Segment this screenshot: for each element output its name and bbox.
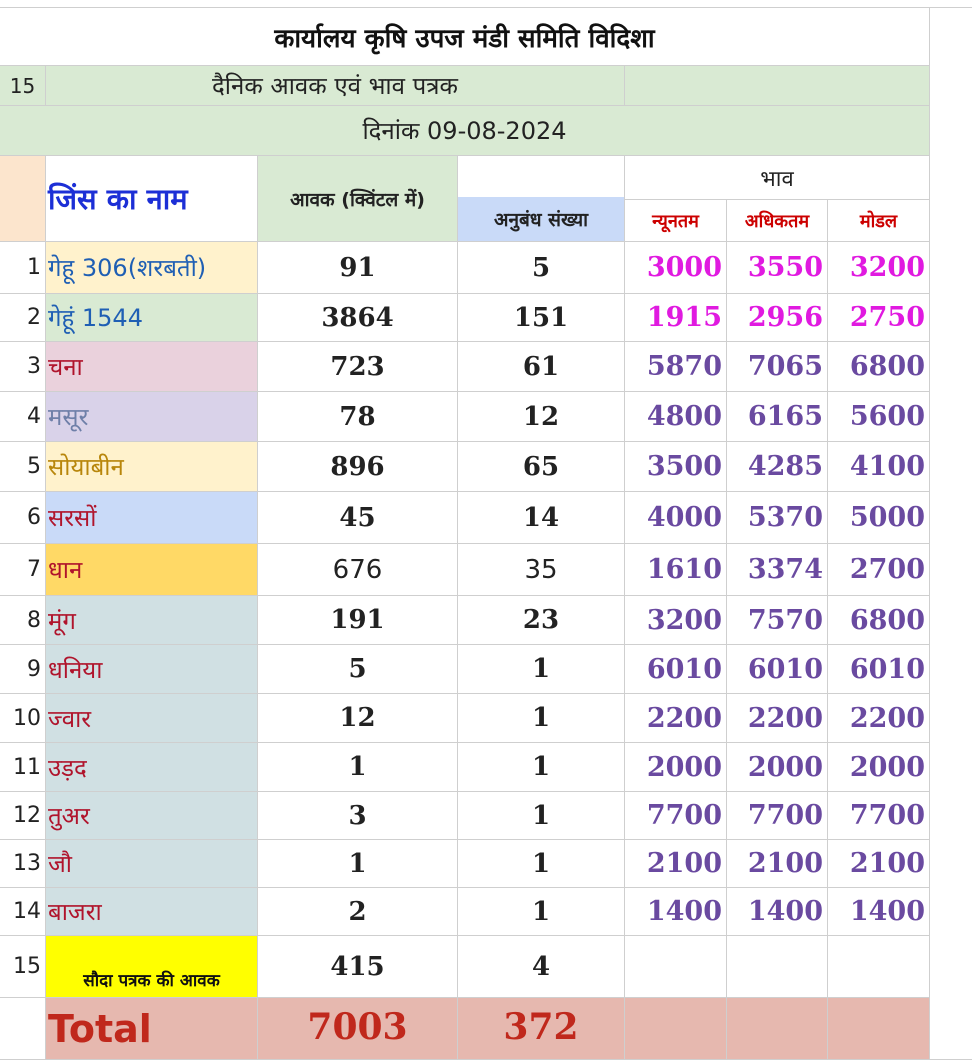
arrival-value: 3 xyxy=(258,792,458,840)
contracts-value: 61 xyxy=(458,342,625,392)
contracts-value: 12 xyxy=(458,392,625,442)
modal-price: 2700 xyxy=(828,544,930,596)
max-price: 7065 xyxy=(727,342,828,392)
min-price: 2000 xyxy=(625,743,727,792)
right-margin-strip xyxy=(930,8,972,1060)
contracts-value: 1 xyxy=(458,792,625,840)
modal-price: 7700 xyxy=(828,792,930,840)
contracts-value: 1 xyxy=(458,694,625,743)
header-max: अधिकतम xyxy=(727,200,828,242)
sheet-title: कार्यालय कृषि उपज मंडी समिति विदिशा xyxy=(0,8,930,66)
header-modal: मोडल xyxy=(828,200,930,242)
min-price: 1400 xyxy=(625,888,727,936)
subtitle-row-num: 15 xyxy=(0,66,46,106)
min-price: 7700 xyxy=(625,792,727,840)
row-number: 11 xyxy=(0,743,46,792)
row-number: 10 xyxy=(0,694,46,743)
arrival-value: 676 xyxy=(258,544,458,596)
subtitle-blank xyxy=(625,66,930,106)
commodity-name: सोयाबीन xyxy=(46,442,258,492)
min-price: 4800 xyxy=(625,392,727,442)
min-price: 6010 xyxy=(625,645,727,694)
row-number: 9 xyxy=(0,645,46,694)
modal-price: 1400 xyxy=(828,888,930,936)
header-commodity: जिंस का नाम xyxy=(46,156,258,242)
row-number: 7 xyxy=(0,544,46,596)
total-label: Total xyxy=(46,998,258,1060)
min-price: 5870 xyxy=(625,342,727,392)
subtitle: दैनिक आवक एवं भाव पत्रक xyxy=(46,66,625,106)
header-contracts-wrap xyxy=(458,156,625,242)
max-price: 2956 xyxy=(727,294,828,342)
date-line: दिनांक 09-08-2024 xyxy=(0,106,930,156)
row-number: 13 xyxy=(0,840,46,888)
max-price: 1400 xyxy=(727,888,828,936)
arrival-value: 78 xyxy=(258,392,458,442)
commodity-name: धान xyxy=(46,544,258,596)
commodity-name: चना xyxy=(46,342,258,392)
total-arrival: 7003 xyxy=(258,998,458,1060)
arrival-value: 896 xyxy=(258,442,458,492)
min-price: 2200 xyxy=(625,694,727,743)
modal-price: 3200 xyxy=(828,242,930,294)
arrival-value: 191 xyxy=(258,596,458,645)
arrival-value: 5 xyxy=(258,645,458,694)
arrival-value: 12 xyxy=(258,694,458,743)
contracts-value: 1 xyxy=(458,888,625,936)
total-num-blank xyxy=(0,998,46,1060)
max-price: 2100 xyxy=(727,840,828,888)
modal-price: 2100 xyxy=(828,840,930,888)
contracts-value: 23 xyxy=(458,596,625,645)
min-price: 1610 xyxy=(625,544,727,596)
row-number: 14 xyxy=(0,888,46,936)
arrival-value: 45 xyxy=(258,492,458,544)
commodity-name: तुअर xyxy=(46,792,258,840)
commodity-name: बाजरा xyxy=(46,888,258,936)
arrival-value: 723 xyxy=(258,342,458,392)
commodity-name: उड़द xyxy=(46,743,258,792)
header-contracts: अनुबंध संख्या xyxy=(458,197,624,241)
sauda-row-number: 15 xyxy=(0,936,46,998)
modal-price: 6800 xyxy=(828,596,930,645)
max-price: 2000 xyxy=(727,743,828,792)
max-price: 2200 xyxy=(727,694,828,743)
sauda-blank-modal xyxy=(828,936,930,998)
sauda-blank-max xyxy=(727,936,828,998)
contracts-value: 5 xyxy=(458,242,625,294)
row-number: 5 xyxy=(0,442,46,492)
modal-price: 2750 xyxy=(828,294,930,342)
commodity-name: मूंग xyxy=(46,596,258,645)
arrival-value: 3864 xyxy=(258,294,458,342)
modal-price: 4100 xyxy=(828,442,930,492)
arrival-value: 91 xyxy=(258,242,458,294)
modal-price: 5600 xyxy=(828,392,930,442)
header-num-cell xyxy=(0,156,46,242)
contracts-value: 14 xyxy=(458,492,625,544)
header-arrival: आवक (क्विंटल में) xyxy=(258,156,458,242)
header-min: न्यूनतम xyxy=(625,200,727,242)
min-price: 3000 xyxy=(625,242,727,294)
min-price: 3500 xyxy=(625,442,727,492)
modal-price: 2000 xyxy=(828,743,930,792)
total-blank-modal xyxy=(828,998,930,1060)
contracts-value: 1 xyxy=(458,840,625,888)
max-price: 6010 xyxy=(727,645,828,694)
contracts-value: 151 xyxy=(458,294,625,342)
contracts-value: 65 xyxy=(458,442,625,492)
total-blank-min xyxy=(625,998,727,1060)
max-price: 3374 xyxy=(727,544,828,596)
row-number: 8 xyxy=(0,596,46,645)
total-contracts: 372 xyxy=(458,998,625,1060)
max-price: 5370 xyxy=(727,492,828,544)
min-price: 2100 xyxy=(625,840,727,888)
commodity-name: मसूर xyxy=(46,392,258,442)
commodity-name: धनिया xyxy=(46,645,258,694)
row-number: 4 xyxy=(0,392,46,442)
arrival-value: 1 xyxy=(258,743,458,792)
commodity-name: गेहू 306(शरबती) xyxy=(46,242,258,294)
commodity-name: ज्वार xyxy=(46,694,258,743)
modal-price: 5000 xyxy=(828,492,930,544)
row-number: 6 xyxy=(0,492,46,544)
modal-price: 6010 xyxy=(828,645,930,694)
row-number: 12 xyxy=(0,792,46,840)
min-price: 1915 xyxy=(625,294,727,342)
commodity-name: सरसों xyxy=(46,492,258,544)
sauda-blank-min xyxy=(625,936,727,998)
max-price: 4285 xyxy=(727,442,828,492)
contracts-value: 1 xyxy=(458,645,625,694)
top-grid-strip xyxy=(0,0,972,8)
contracts-value: 35 xyxy=(458,544,625,596)
sauda-arrival: 415 xyxy=(258,936,458,998)
sauda-name: सौदा पत्रक की आवक xyxy=(46,936,258,998)
row-number: 1 xyxy=(0,242,46,294)
max-price: 6165 xyxy=(727,392,828,442)
header-price-group: भाव xyxy=(625,156,930,200)
min-price: 3200 xyxy=(625,596,727,645)
arrival-value: 2 xyxy=(258,888,458,936)
max-price: 3550 xyxy=(727,242,828,294)
row-number: 3 xyxy=(0,342,46,392)
total-blank-max xyxy=(727,998,828,1060)
modal-price: 2200 xyxy=(828,694,930,743)
max-price: 7700 xyxy=(727,792,828,840)
min-price: 4000 xyxy=(625,492,727,544)
contracts-value: 1 xyxy=(458,743,625,792)
modal-price: 6800 xyxy=(828,342,930,392)
max-price: 7570 xyxy=(727,596,828,645)
sauda-contracts: 4 xyxy=(458,936,625,998)
row-number: 2 xyxy=(0,294,46,342)
commodity-name: जौ xyxy=(46,840,258,888)
arrival-value: 1 xyxy=(258,840,458,888)
commodity-name: गेहूं 1544 xyxy=(46,294,258,342)
